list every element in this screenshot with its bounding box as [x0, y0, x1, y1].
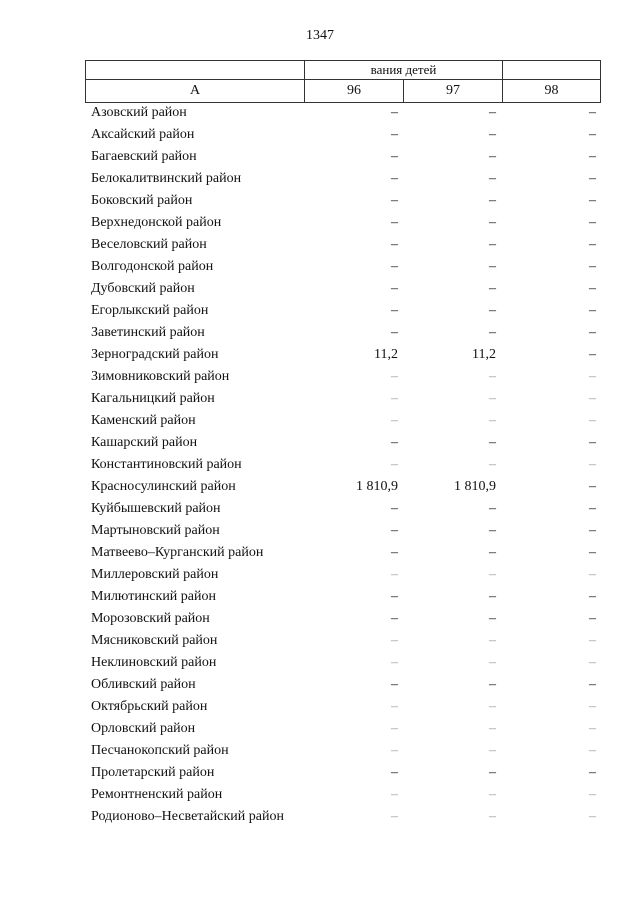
- value-col-98: –: [589, 435, 596, 450]
- value-col-96: 11,2: [374, 347, 398, 362]
- row-name: Матвеево–Курганский район: [91, 545, 264, 560]
- value-col-97: –: [489, 435, 496, 450]
- value-col-96: –: [391, 391, 398, 406]
- value-col-97: –: [489, 721, 496, 736]
- value-col-96: –: [391, 457, 398, 472]
- value-col-97: –: [489, 259, 496, 274]
- table-row: [0, 740, 640, 762]
- row-name: Верхнедонской район: [91, 215, 222, 230]
- table-row: [0, 190, 640, 212]
- table-header: [85, 60, 601, 103]
- value-col-96: –: [391, 523, 398, 538]
- row-name: Константиновский район: [91, 457, 242, 472]
- table-row: [0, 124, 640, 146]
- value-col-98: –: [589, 215, 596, 230]
- value-col-96: –: [391, 259, 398, 274]
- table-row: [0, 432, 640, 454]
- row-name: Кашарский район: [91, 435, 198, 450]
- value-col-96: –: [391, 105, 398, 120]
- value-col-98: –: [589, 303, 596, 318]
- table-row: [0, 542, 640, 564]
- value-col-98: –: [589, 391, 596, 406]
- value-col-97: –: [489, 545, 496, 560]
- header-row-top: [86, 61, 601, 80]
- value-col-97: –: [489, 413, 496, 428]
- row-name: Куйбышевский район: [91, 501, 221, 516]
- row-name: Егорлыкский район: [91, 303, 209, 318]
- table-row: [0, 212, 640, 234]
- value-col-98: –: [589, 523, 596, 538]
- row-name: Миллеровский район: [91, 567, 219, 582]
- row-name: Каменский район: [91, 413, 196, 428]
- table-row: [0, 454, 640, 476]
- value-col-96: –: [391, 501, 398, 516]
- table-row: [0, 520, 640, 542]
- table-row: [0, 102, 640, 124]
- table-row: [0, 608, 640, 630]
- row-name: Песчанокопский район: [91, 743, 229, 758]
- value-col-96: –: [391, 677, 398, 692]
- value-col-97: –: [489, 149, 496, 164]
- table-row: [0, 168, 640, 190]
- table-row: [0, 652, 640, 674]
- value-col-96: –: [391, 325, 398, 340]
- header-cell-empty: [503, 61, 601, 80]
- table-row: [0, 586, 640, 608]
- value-col-97: 1 810,9: [454, 479, 496, 494]
- value-col-97: –: [489, 567, 496, 582]
- value-col-98: –: [589, 633, 596, 648]
- row-name: Кагальницкий район: [91, 391, 215, 406]
- value-col-96: –: [391, 699, 398, 714]
- table-row: [0, 674, 640, 696]
- value-col-98: –: [589, 699, 596, 714]
- value-col-97: –: [489, 501, 496, 516]
- value-col-97: –: [489, 325, 496, 340]
- table-row: [0, 322, 640, 344]
- value-col-98: –: [589, 149, 596, 164]
- value-col-97: –: [489, 215, 496, 230]
- value-col-98: –: [589, 193, 596, 208]
- value-col-98: –: [589, 787, 596, 802]
- value-col-97: –: [489, 193, 496, 208]
- table-row: [0, 146, 640, 168]
- value-col-96: –: [391, 765, 398, 780]
- table-body: [0, 102, 640, 828]
- row-name: Октябрьский район: [91, 699, 208, 714]
- row-name: Морозовский район: [91, 611, 210, 626]
- value-col-98: –: [589, 325, 596, 340]
- table-row: [0, 366, 640, 388]
- row-name: Боковский район: [91, 193, 193, 208]
- value-col-98: –: [589, 457, 596, 472]
- value-col-98: –: [589, 721, 596, 736]
- row-name: Заветинский район: [91, 325, 205, 340]
- table-row: [0, 696, 640, 718]
- value-col-97: –: [489, 765, 496, 780]
- table-row: [0, 256, 640, 278]
- table-row: [0, 344, 640, 366]
- value-col-96: –: [391, 633, 398, 648]
- value-col-97: –: [489, 281, 496, 296]
- value-col-96: 1 810,9: [356, 479, 398, 494]
- header-col-a: А: [86, 80, 305, 103]
- value-col-97: –: [489, 743, 496, 758]
- table-row: [0, 498, 640, 520]
- value-col-98: –: [589, 369, 596, 384]
- table-row: [0, 718, 640, 740]
- value-col-96: –: [391, 215, 398, 230]
- value-col-98: –: [589, 567, 596, 582]
- value-col-98: –: [589, 281, 596, 296]
- row-name: Белокалитвинский район: [91, 171, 242, 186]
- header-col-97: 97: [404, 80, 503, 103]
- value-col-96: –: [391, 171, 398, 186]
- row-name: Дубовский район: [91, 281, 195, 296]
- table-row: [0, 784, 640, 806]
- value-col-97: –: [489, 171, 496, 186]
- value-col-97: –: [489, 369, 496, 384]
- value-col-96: –: [391, 809, 398, 824]
- header-col-98: 98: [503, 80, 601, 103]
- table-row: [0, 806, 640, 828]
- row-name: Милютинский район: [91, 589, 217, 604]
- value-col-98: –: [589, 809, 596, 824]
- row-name: Зерноградский район: [91, 347, 219, 362]
- value-col-97: –: [489, 457, 496, 472]
- value-col-97: 11,2: [472, 347, 496, 362]
- value-col-98: –: [589, 611, 596, 626]
- header-col-96: 96: [305, 80, 404, 103]
- row-name: Мартыновский район: [91, 523, 220, 538]
- row-name: Азовский район: [91, 105, 187, 120]
- value-col-96: –: [391, 281, 398, 296]
- table-row: [0, 234, 640, 256]
- value-col-98: –: [589, 347, 596, 362]
- value-col-97: –: [489, 809, 496, 824]
- value-col-98: –: [589, 127, 596, 142]
- value-col-98: –: [589, 105, 596, 120]
- value-col-96: –: [391, 743, 398, 758]
- table-row: [0, 762, 640, 784]
- value-col-96: –: [391, 369, 398, 384]
- value-col-98: –: [589, 743, 596, 758]
- value-col-96: –: [391, 655, 398, 670]
- value-col-97: –: [489, 523, 496, 538]
- value-col-98: –: [589, 545, 596, 560]
- value-col-98: –: [589, 677, 596, 692]
- value-col-98: –: [589, 479, 596, 494]
- value-col-98: –: [589, 501, 596, 516]
- table-row: [0, 630, 640, 652]
- value-col-98: –: [589, 259, 596, 274]
- row-name: Красносулинский район: [91, 479, 236, 494]
- value-col-98: –: [589, 655, 596, 670]
- value-col-97: –: [489, 105, 496, 120]
- value-col-97: –: [489, 127, 496, 142]
- value-col-97: –: [489, 787, 496, 802]
- row-name: Родионово–Несветайский район: [91, 809, 284, 824]
- value-col-98: –: [589, 765, 596, 780]
- header-row-codes: [86, 80, 601, 103]
- table-row: [0, 476, 640, 498]
- value-col-97: –: [489, 237, 496, 252]
- value-col-96: –: [391, 567, 398, 582]
- header-cell-empty: [86, 61, 305, 80]
- page-number: 1347: [306, 28, 334, 43]
- value-col-97: –: [489, 303, 496, 318]
- row-name: Неклиновский район: [91, 655, 217, 670]
- value-col-97: –: [489, 391, 496, 406]
- value-col-97: –: [489, 611, 496, 626]
- value-col-96: –: [391, 127, 398, 142]
- row-name: Зимовниковский район: [91, 369, 230, 384]
- value-col-98: –: [589, 413, 596, 428]
- row-name: Волгодонской район: [91, 259, 214, 274]
- value-col-96: –: [391, 721, 398, 736]
- row-name: Багаевский район: [91, 149, 197, 164]
- value-col-97: –: [489, 633, 496, 648]
- value-col-96: –: [391, 435, 398, 450]
- table-row: [0, 410, 640, 432]
- header-group-label: вания детей: [305, 61, 503, 80]
- value-col-97: –: [489, 677, 496, 692]
- row-name: Пролетарский район: [91, 765, 215, 780]
- table-row: [0, 300, 640, 322]
- value-col-96: –: [391, 193, 398, 208]
- table-row: [0, 388, 640, 410]
- table-row: [0, 278, 640, 300]
- value-col-97: –: [489, 589, 496, 604]
- row-name: Веселовский район: [91, 237, 207, 252]
- row-name: Мясниковский район: [91, 633, 218, 648]
- value-col-96: –: [391, 149, 398, 164]
- value-col-96: –: [391, 303, 398, 318]
- value-col-98: –: [589, 171, 596, 186]
- value-col-96: –: [391, 589, 398, 604]
- row-name: Обливский район: [91, 677, 196, 692]
- value-col-96: –: [391, 545, 398, 560]
- value-col-97: –: [489, 699, 496, 714]
- value-col-98: –: [589, 237, 596, 252]
- value-col-96: –: [391, 611, 398, 626]
- row-name: Ремонтненский район: [91, 787, 223, 802]
- value-col-98: –: [589, 589, 596, 604]
- row-name: Аксайский район: [91, 127, 195, 142]
- value-col-96: –: [391, 787, 398, 802]
- value-col-97: –: [489, 655, 496, 670]
- value-col-96: –: [391, 237, 398, 252]
- row-name: Орловский район: [91, 721, 196, 736]
- value-col-96: –: [391, 413, 398, 428]
- table-row: [0, 564, 640, 586]
